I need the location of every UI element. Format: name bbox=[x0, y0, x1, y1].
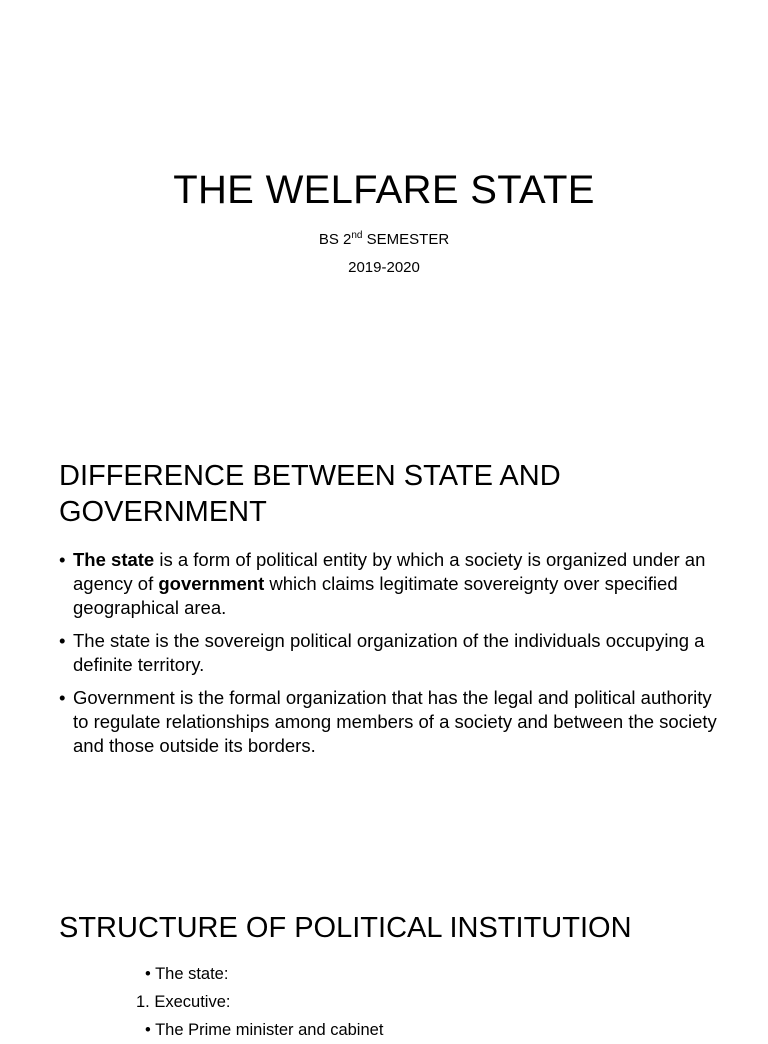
course-prefix: BS 2 bbox=[318, 231, 352, 248]
presentation-title: THE WELFARE STATE bbox=[173, 168, 595, 212]
ordinal-suffix: nd bbox=[351, 230, 363, 241]
structure-list bbox=[130, 960, 383, 1044]
political-institution-slide bbox=[0, 864, 768, 1039]
academic-year: 2019-2020 bbox=[348, 259, 420, 276]
bullet-text: which claims legitimate sovereignty over specified geographical area. bbox=[73, 573, 678, 618]
bold-term-government: government bbox=[158, 573, 265, 594]
bullet-item bbox=[59, 686, 719, 758]
bullet-symbol: • bbox=[59, 687, 66, 708]
semester-label: SEMESTER bbox=[362, 231, 450, 248]
bullet-item bbox=[59, 548, 719, 620]
list-item: • The Prime minister and cabinet bbox=[145, 1021, 384, 1039]
bold-term-state: The state bbox=[73, 549, 155, 570]
slide-heading: DIFFERENCE BETWEEN STATE AND GOVERNMENT bbox=[59, 460, 561, 528]
title-slide bbox=[0, 0, 768, 432]
list-item: 1. Executive: bbox=[136, 993, 231, 1011]
bullet-text: Government is the formal organization that has the legal and political authority to regulate relationships among members of a society and between the society and those outside its borders. bbox=[73, 687, 717, 756]
bullet-list bbox=[59, 548, 719, 767]
bullet-symbol: • bbox=[59, 549, 66, 570]
course-semester bbox=[0, 230, 768, 250]
bullet-symbol: • bbox=[59, 630, 66, 651]
bullet-item bbox=[59, 629, 719, 677]
bullet-text: is a form of political entity by which a society is organized under an agency of bbox=[73, 549, 706, 594]
bullet-text: The state is the sovereign political organization of the individuals occupying a definite territory. bbox=[73, 630, 705, 675]
slide-heading: STRUCTURE OF POLITICAL INSTITUTION bbox=[59, 912, 632, 944]
state-vs-government-slide bbox=[0, 432, 768, 864]
list-item: • The state: bbox=[145, 965, 229, 983]
